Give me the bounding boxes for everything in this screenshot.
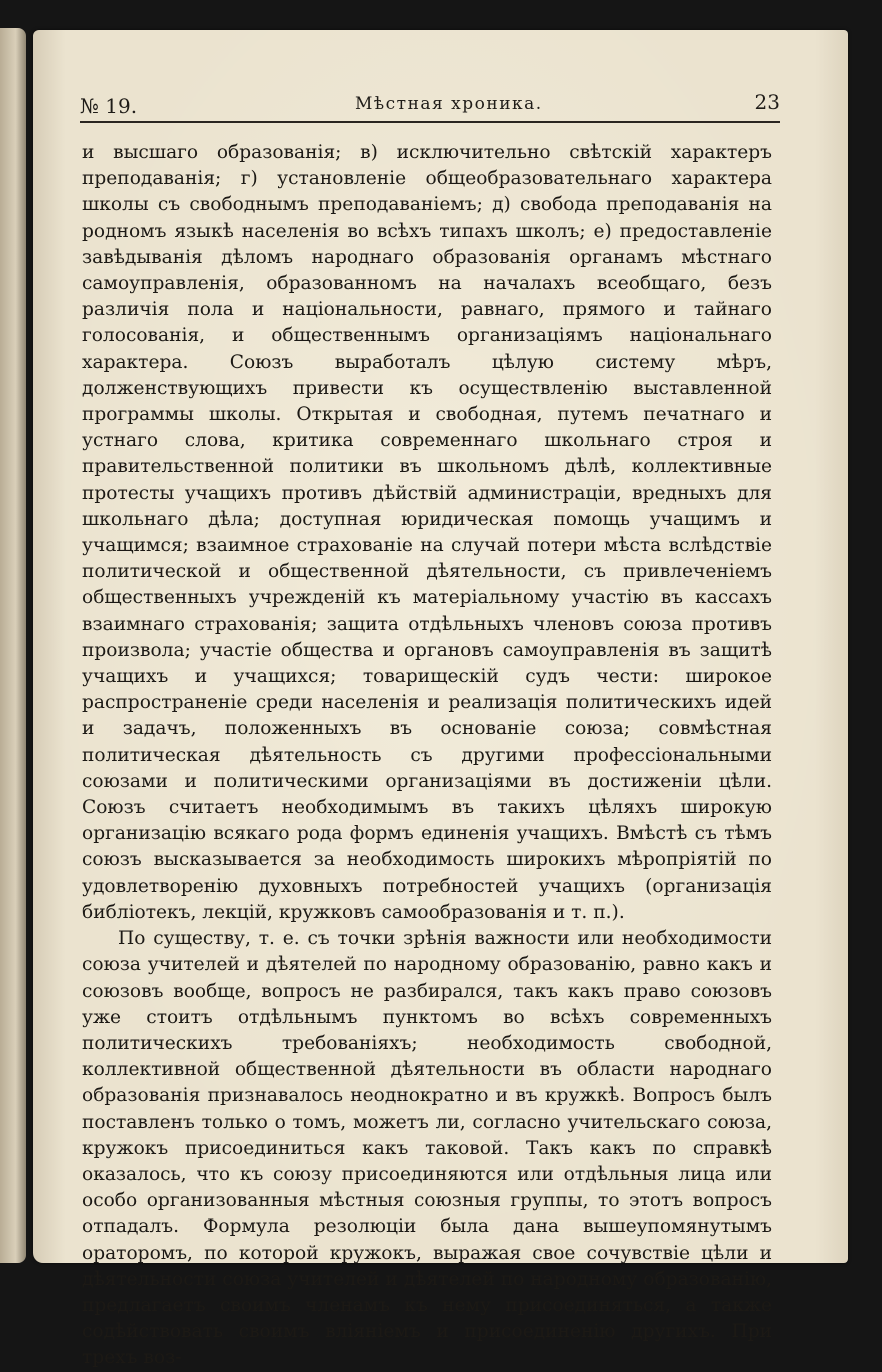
paragraph-2: По существу, т. е. съ точки зрѣнія важности или необходимости союза учителей и дѣятелей по народному образованію, равно какъ и союзовъ вообще, вопросъ не разбирался, такъ какъ право союзовъ уже стоитъ отдѣльнымъ пунктомъ во всѣхъ современныхъ политическихъ требованіяхъ; необходимость свободной, коллективной общественной дѣятельности въ области народнаго образованія признавалось неоднократно и въ кружкѣ. Вопросъ былъ поставленъ только о томъ, можетъ ли, согласно учительскаго союза, кружокъ присоединиться какъ таковой. Такъ какъ по справкѣ оказалось, что къ союзу присоединяются или отдѣльныя лица или особо организованныя мѣстныя союзныя группы, то этотъ вопросъ отпадалъ. Формула резолюціи была дана вышеупомянутымъ ораторомъ, по которой кружокъ, выражая свое сочувствіе цѣли и дѣятельности союза учителей и дѣятелей по народному образованію, предлагаетъ своимъ членамъ къ нему присоединяться, а также содѣйствовать своимъ вліяніемъ и присоединенію другихъ. При трехъ воз-: [82, 928, 772, 1369]
page-number: 23: [754, 90, 780, 114]
paragraph-1: и высшаго образованія; в) исключительно свѣтскій характеръ преподаванія; г) установленіе общеобразовательнаго характера школы съ свободнымъ преподаваніемъ; д) свобода преподаванія на родномъ языкѣ населенія во всѣхъ типахъ школъ; е) предоставленіе завѣдыванія дѣломъ народнаго образованія органамъ мѣстнаго самоуправленія, образованномъ на началахъ всеобщаго, безъ различія пола и національности, равнаго, прямого и тайнаго голосованія, и общественнымъ организаціямъ національнаго характера. Союзъ выработалъ цѣлую систему мѣръ, долженствующихъ привести къ осуществленію выставленной программы школы. Открытая и свободная, путемъ печатнаго и устнаго слова, критика современнаго школьнаго строя и правительственной политики въ школьномъ дѣлѣ, коллективные протесты учащихъ противъ дѣйствій администраціи, вредныхъ для школьнаго дѣла; доступная юридическая помощь учащимъ и учащимся; взаимное страхованіе на случай потери мѣста вслѣдствіе политической и общественной дѣятельности, съ привлеченіемъ общественныхъ учрежденій къ матеріальному участію въ кассахъ взаимнаго страхованія; защита отдѣльныхъ членовъ союза противъ произвола; участіе общества и органовъ самоуправленія въ защитѣ учащихъ и учащихся; товарищескій судъ чести: широкое распространеніе среди населенія и реализація политическихъ идей и задачъ, положенныхъ въ основаніе союза; совмѣстная политическая дѣятельность съ другими профессіональными союзами и политическими организаціями въ достиженіи цѣли. Союзъ считаетъ необходимымъ въ такихъ цѣляхъ широкую организацію всякаго рода формъ единенія учащихъ. Вмѣстѣ съ тѣмъ союзъ высказывается за необходимость широкихъ мѣропріятій по удовлетворенію духовныхъ потребностей учащихъ (организація библіотекъ, лекцій, кружковъ самообразованія и т. п.).: [82, 142, 772, 923]
running-header: [80, 90, 780, 124]
section-title: Мѣстная хроника.: [355, 94, 543, 114]
adjacent-page-edge: [0, 28, 26, 1263]
header-rule: [80, 121, 780, 123]
issue-number: № 19.: [80, 94, 138, 118]
body-text: [82, 140, 772, 1372]
